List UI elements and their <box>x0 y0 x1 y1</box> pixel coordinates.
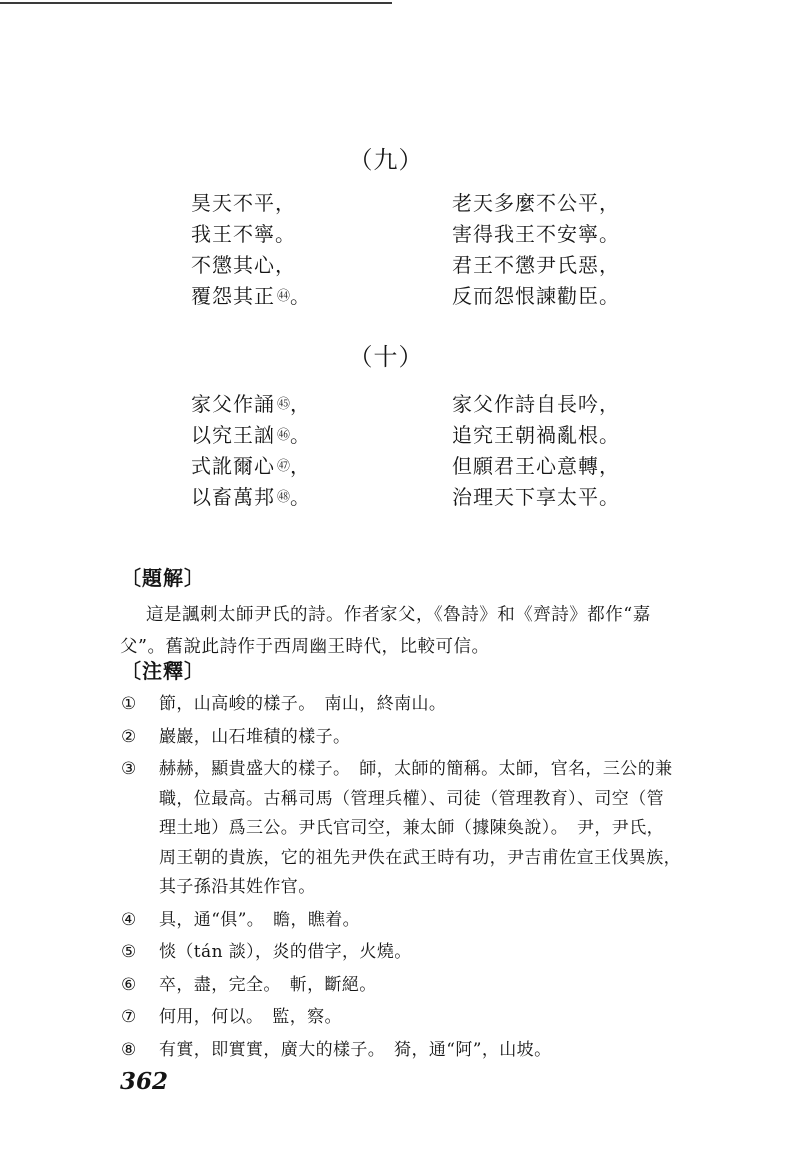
stanza-heading-10: （十） <box>348 343 424 371</box>
note-item <box>121 1003 681 1033</box>
note-text: 卒，盡，完全。 斬，斷絕。 <box>159 974 377 995</box>
note-item <box>121 971 681 1001</box>
annotation-marker: ㊻ <box>277 428 291 443</box>
note-item <box>121 690 681 720</box>
notes-heading: 〔注釋〕 <box>121 659 205 683</box>
translation-line: 追究王朝禍亂根。 <box>452 423 620 447</box>
line-punctuation: 。 <box>290 284 312 308</box>
poem-line <box>191 281 631 312</box>
note-number: ④ <box>121 909 137 930</box>
poem-line <box>191 188 631 219</box>
translation-line: 治理天下享太平。 <box>452 485 620 509</box>
original-line: 不懲其心， <box>191 253 296 277</box>
notes-list <box>121 690 681 1068</box>
translation-line: 但願君王心意轉， <box>452 454 620 478</box>
stanza-10 <box>191 389 631 513</box>
poem-line <box>191 451 631 482</box>
original-line <box>191 389 311 420</box>
line-punctuation: ， <box>290 392 312 416</box>
original-line <box>191 281 311 312</box>
original-text: 以畜萬邦 <box>191 485 275 509</box>
original-line: 昊天不平， <box>191 191 296 215</box>
poem-line <box>191 389 631 420</box>
translation-line: 害得我王不安寧。 <box>452 222 620 246</box>
note-text: 惔（tán 談），炎的借字，火燒。 <box>159 942 412 962</box>
stanza-9 <box>191 188 631 312</box>
annotation-marker: ㊽ <box>277 490 291 505</box>
note-number: ⑥ <box>121 974 137 995</box>
note-number: ① <box>121 694 137 714</box>
original-text: 覆怨其正 <box>191 284 275 308</box>
note-item <box>121 723 681 753</box>
note-item <box>121 1036 681 1066</box>
note-number: ⑦ <box>121 1007 137 1027</box>
original-line: 我王不寧。 <box>191 222 296 246</box>
annotation-marker: ㊺ <box>277 397 291 412</box>
note-text: 具，通“俱”。 瞻，瞧着。 <box>159 909 361 930</box>
line-punctuation: ， <box>290 454 312 478</box>
top-rule <box>0 2 392 4</box>
poem-line <box>191 482 631 513</box>
note-number: ② <box>121 726 137 747</box>
note-number: ③ <box>121 759 137 779</box>
note-text: 赫赫，顯貴盛大的樣子。 師，太師的簡稱。太師，官名，三公的兼職，位最高。古稱司馬（管理兵權）、司徒（管理教育）、司空（管理土地）爲三公。尹氏官司空，兼太師（據陳奐說）。 尹，尹氏，周王朝的貴族，它的祖先尹佚在武王時有功，尹吉甫佐宣王伐異族，其子孫沿其姓作官。 <box>159 759 681 897</box>
note-number: ⑧ <box>121 1039 137 1060</box>
line-punctuation: 。 <box>290 423 312 447</box>
line-punctuation: 。 <box>290 485 312 509</box>
translation-line: 反而怨恨諫勸臣。 <box>452 284 620 308</box>
original-text: 以究王訩 <box>191 423 275 447</box>
poem-line <box>191 420 631 451</box>
translation-line: 家父作詩自長吟， <box>452 392 620 416</box>
translation-line: 君王不懲尹氏惡， <box>452 253 620 277</box>
poem-line <box>191 250 631 281</box>
original-line <box>191 451 311 482</box>
original-text: 式訛爾心 <box>191 454 275 478</box>
note-text: 巖巖，山石堆積的樣子。 <box>159 726 351 747</box>
note-number: ⑤ <box>121 942 137 962</box>
original-line <box>191 420 311 451</box>
translation-line: 老天多麼不公平， <box>452 191 620 215</box>
page-number: 362 <box>120 1068 169 1095</box>
note-text: 何用，何以。 監，察。 <box>159 1007 342 1027</box>
annotation-marker: ㊹ <box>277 289 291 304</box>
note-item <box>121 906 681 936</box>
annotation-marker: ㊼ <box>277 459 291 474</box>
note-text: 有實，即實實，廣大的樣子。 猗，通“阿”，山坡。 <box>159 1039 552 1060</box>
original-line <box>191 482 311 513</box>
poem-line <box>191 219 631 250</box>
intro-heading: 〔題解〕 <box>121 566 205 590</box>
intro-paragraph: 這是諷刺太師尹氏的詩。作者家父，《魯詩》和《齊詩》都作“嘉父”。舊說此詩作于西周幽王時代，比較可信。 <box>120 605 651 657</box>
note-text: 節，山高峻的樣子。 南山，終南山。 <box>159 694 447 714</box>
original-text: 家父作誦 <box>191 392 275 416</box>
stanza-heading-9: （九） <box>348 146 424 174</box>
note-item <box>121 755 681 903</box>
note-item <box>121 938 681 968</box>
